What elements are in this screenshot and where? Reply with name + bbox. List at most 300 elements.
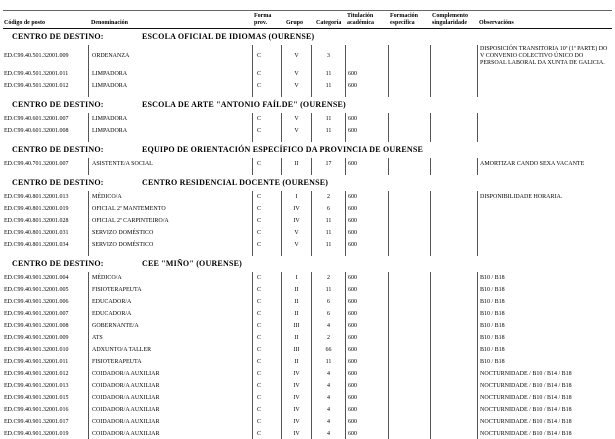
cell-formacion	[388, 113, 430, 125]
table-row	[0, 320, 615, 332]
cell-denominacion: COIDADOR/A AUXILIAR	[88, 392, 252, 404]
col-header-formacion-especifica	[388, 13, 430, 27]
cell-grupo: II	[281, 296, 311, 308]
cell-codigo-de-posto: ED.C99.40.901.32001.004	[4, 274, 69, 281]
cell-categoria: 11	[311, 284, 345, 296]
cell-titulacion: 600	[345, 344, 388, 356]
cell-denominacion: LIMPADORA	[88, 68, 252, 80]
cell-complemento	[430, 191, 477, 203]
cell-denominacion: EDUCADOR/A	[88, 296, 252, 308]
cell-observacions: B10 / B18	[477, 284, 615, 296]
cell-forma-prov: C	[252, 158, 281, 170]
cell-forma-prov: C	[252, 227, 281, 239]
centro-de-destino-name: ESCOLA OFICIAL DE IDIOMAS (OURENSE)	[142, 32, 315, 41]
cell-complemento	[430, 284, 477, 296]
cell-complemento	[430, 215, 477, 227]
cell-codigo-de-posto: ED.C99.40.901.32001.019	[4, 430, 69, 437]
cell-formacion	[388, 45, 430, 68]
cell-observacions	[477, 125, 615, 137]
col-header-label-line2: prov.	[254, 20, 268, 26]
cell-categoria: 11	[311, 239, 345, 251]
table-row	[0, 92, 615, 97]
cell-codigo-de-posto	[0, 92, 88, 97]
cell-titulacion: 600	[345, 239, 388, 251]
cell-grupo: II	[281, 158, 311, 170]
cell-formacion	[388, 380, 430, 392]
cell-codigo-de-posto	[0, 170, 88, 175]
cell-observacions: B10 / B18	[477, 356, 615, 368]
cell-formacion	[388, 203, 430, 215]
cell-denominacion	[88, 251, 252, 256]
cell-categoria	[311, 170, 345, 175]
cell-denominacion: COIDADOR/A AUXILIAR	[88, 380, 252, 392]
cell-forma-prov: C	[252, 191, 281, 203]
cell-titulacion: 600	[345, 125, 388, 137]
cell-categoria: 11	[311, 80, 345, 92]
cell-formacion	[388, 68, 430, 80]
centro-de-destino-label: CENTRO DE DESTINO:	[12, 145, 104, 154]
cell-formacion	[388, 428, 430, 439]
cell-grupo: IV	[281, 215, 311, 227]
cell-formacion	[388, 332, 430, 344]
cell-categoria: 11	[311, 113, 345, 125]
cell-titulacion: 600	[345, 158, 388, 170]
cell-codigo-de-posto: ED.C99.40.901.32001.007	[4, 310, 69, 317]
col-header-titulacion-academica	[345, 13, 388, 27]
cell-observacions	[477, 68, 615, 80]
col-header-label: Grupo	[286, 20, 304, 26]
table-row	[0, 416, 615, 428]
cell-observacions	[477, 251, 615, 256]
cell-categoria: 4	[311, 320, 345, 332]
cell-categoria: 4	[311, 404, 345, 416]
section-rows	[0, 158, 615, 175]
cell-formacion	[388, 92, 430, 97]
centro-de-destino-label: CENTRO DE DESTINO:	[12, 178, 104, 187]
col-header-denominacion	[88, 13, 252, 27]
cell-forma-prov: C	[252, 320, 281, 332]
cell-observacions: DISPONIBILIDADE HORARIA.	[477, 191, 615, 203]
cell-grupo: II	[281, 356, 311, 368]
cell-denominacion	[88, 170, 252, 175]
centro-destino-section	[0, 100, 615, 142]
cell-formacion	[388, 308, 430, 320]
table-header-row	[0, 11, 615, 28]
cell-categoria: 4	[311, 416, 345, 428]
cell-complemento	[430, 251, 477, 256]
cell-forma-prov: C	[252, 296, 281, 308]
cell-formacion	[388, 284, 430, 296]
cell-forma-prov: C	[252, 125, 281, 137]
col-header-label-line1: Formación	[390, 13, 418, 19]
cell-observacions: B10 / B18	[477, 308, 615, 320]
cell-codigo-de-posto: ED.C99.40.901.32001.013	[4, 382, 69, 389]
cell-categoria: 4	[311, 380, 345, 392]
table-row	[0, 251, 615, 256]
cell-titulacion: 600	[345, 191, 388, 203]
cell-categoria: 4	[311, 368, 345, 380]
cell-codigo-de-posto: ED.C99.40.901.32001.006	[4, 298, 69, 305]
cell-codigo-de-posto: ED.C99.40.901.32001.015	[4, 394, 69, 401]
cell-observacions: B10 / B18	[477, 272, 615, 284]
cell-complemento	[430, 308, 477, 320]
col-header-complemento-singularidade	[430, 13, 477, 27]
cell-formacion	[388, 404, 430, 416]
cell-observacions: NOCTURNIDADE / B10 / B14 / B18	[477, 392, 615, 404]
cell-observacions: NOCTURNIDADE / B10 / B14 / B18	[477, 428, 615, 439]
cell-observacions: NOCTURNIDADE / B10 / B14 / B18	[477, 368, 615, 380]
cell-titulacion: 600	[345, 227, 388, 239]
cell-denominacion: MÉDICO/A	[88, 272, 252, 284]
cell-categoria: 66	[311, 344, 345, 356]
cell-grupo: II	[281, 284, 311, 296]
cell-complemento	[430, 296, 477, 308]
col-header-label-line2: singularidade	[432, 20, 468, 26]
cell-complemento	[430, 428, 477, 439]
cell-observacions	[477, 92, 615, 97]
cell-forma-prov: C	[252, 344, 281, 356]
cell-forma-prov: C	[252, 80, 281, 92]
centro-de-destino-name: EQUIPO DE ORIENTACIÓN ESPECÍFICO DA PROVINCIA DE OURENSE	[142, 145, 424, 154]
cell-observacions: NOCTURNIDADE / B10 / B14 / B18	[477, 380, 615, 392]
cell-forma-prov: C	[252, 113, 281, 125]
cell-titulacion	[345, 170, 388, 175]
cell-denominacion: MÉDICO/A	[88, 191, 252, 203]
cell-formacion	[388, 191, 430, 203]
cell-forma-prov: C	[252, 428, 281, 439]
cell-forma-prov	[252, 137, 281, 142]
cell-observacions: NOCTURNIDADE / B10 / B14 / B18	[477, 404, 615, 416]
cell-grupo: V	[281, 45, 311, 68]
cell-denominacion: SERVIZO DOMÉSTICO	[88, 227, 252, 239]
cell-grupo	[281, 170, 311, 175]
cell-titulacion: 600	[345, 320, 388, 332]
cell-forma-prov	[252, 170, 281, 175]
cell-formacion	[388, 170, 430, 175]
cell-codigo-de-posto: ED.C99.40.901.32001.008	[4, 322, 69, 329]
table-row	[0, 380, 615, 392]
cell-grupo	[281, 92, 311, 97]
cell-observacions	[477, 80, 615, 92]
section-rows	[0, 45, 615, 97]
cell-codigo-de-posto: ED.C99.40.901.32001.012	[4, 370, 69, 377]
cell-codigo-de-posto: ED.C99.40.701.32001.007	[4, 160, 69, 167]
cell-complemento	[430, 416, 477, 428]
cell-denominacion: OFICIAL 2ª CARPINTEIRO/A	[88, 215, 252, 227]
centro-destino-section	[0, 178, 615, 256]
cell-formacion	[388, 158, 430, 170]
cell-forma-prov: C	[252, 368, 281, 380]
cell-forma-prov: C	[252, 284, 281, 296]
cell-denominacion: FISIOTERAPEUTA	[88, 284, 252, 296]
cell-grupo: IV	[281, 203, 311, 215]
cell-categoria	[311, 251, 345, 256]
cell-grupo: IV	[281, 380, 311, 392]
cell-codigo-de-posto	[0, 137, 88, 142]
table-row	[0, 308, 615, 320]
cell-complemento	[430, 170, 477, 175]
col-header-label-line2: académica	[347, 20, 374, 26]
cell-grupo: IV	[281, 428, 311, 439]
cell-complemento	[430, 320, 477, 332]
cell-titulacion: 600	[345, 296, 388, 308]
col-header-label: Categoría	[316, 20, 342, 26]
cell-denominacion: ATS	[88, 332, 252, 344]
cell-titulacion: 600	[345, 80, 388, 92]
cell-denominacion: COIDADOR/A AUXILIAR	[88, 416, 252, 428]
cell-complemento	[430, 45, 477, 68]
table-row	[0, 137, 615, 142]
cell-titulacion: 600	[345, 356, 388, 368]
section-rows	[0, 272, 615, 439]
col-header-observacions	[477, 13, 615, 27]
cell-denominacion: ADXUNTO/A TALLER	[88, 344, 252, 356]
cell-complemento	[430, 137, 477, 142]
table-row	[0, 80, 615, 92]
cell-grupo	[281, 137, 311, 142]
cell-titulacion	[345, 251, 388, 256]
cell-observacions	[477, 227, 615, 239]
cell-forma-prov: C	[252, 68, 281, 80]
centro-de-destino-label: CENTRO DE DESTINO:	[12, 259, 104, 268]
cell-observacions	[477, 239, 615, 251]
section-rows	[0, 191, 615, 256]
cell-complemento	[430, 380, 477, 392]
cell-observacions: B10 / B18	[477, 344, 615, 356]
cell-grupo: II	[281, 332, 311, 344]
cell-denominacion: EDUCADOR/A	[88, 308, 252, 320]
cell-denominacion: LIMPADORA	[88, 80, 252, 92]
table-row	[0, 68, 615, 80]
cell-codigo-de-posto: ED.C99.40.901.32001.010	[4, 346, 69, 353]
cell-categoria: 6	[311, 296, 345, 308]
cell-categoria: 6	[311, 308, 345, 320]
cell-denominacion: ASISTENTE/A SOCIAL	[88, 158, 252, 170]
cell-forma-prov: C	[252, 215, 281, 227]
cell-titulacion: 600	[345, 404, 388, 416]
cell-categoria: 11	[311, 356, 345, 368]
centro-de-destino-name: ESCOLA DE ARTE "ANTONIO FAÍLDE" (OURENSE)	[142, 100, 346, 109]
cell-grupo: II	[281, 308, 311, 320]
cell-categoria: 11	[311, 68, 345, 80]
cell-complemento	[430, 239, 477, 251]
cell-titulacion: 600	[345, 380, 388, 392]
table-row	[0, 113, 615, 125]
cell-denominacion: LIMPADORA	[88, 113, 252, 125]
cell-codigo-de-posto: ED.C99.40.901.32001.017	[4, 418, 69, 425]
cell-complemento	[430, 404, 477, 416]
cell-codigo-de-posto: ED.C99.40.801.32001.034	[4, 241, 69, 248]
table-row	[0, 332, 615, 344]
cell-titulacion	[345, 137, 388, 142]
cell-formacion	[388, 356, 430, 368]
cell-codigo-de-posto: ED.C99.40.901.32001.009	[4, 334, 69, 341]
cell-categoria: 6	[311, 203, 345, 215]
cell-categoria: 2	[311, 272, 345, 284]
section-header	[0, 178, 615, 189]
table-row	[0, 344, 615, 356]
cell-complemento	[430, 332, 477, 344]
cell-denominacion: OFICIAL 2ª MANTEMENTO	[88, 203, 252, 215]
table-row	[0, 404, 615, 416]
table-row	[0, 272, 615, 284]
table-row	[0, 368, 615, 380]
col-header-codigo-de-posto	[0, 13, 88, 27]
cell-formacion	[388, 239, 430, 251]
col-header-categoria	[311, 13, 345, 27]
cell-formacion	[388, 137, 430, 142]
cell-categoria: 11	[311, 125, 345, 137]
cell-titulacion: 600	[345, 68, 388, 80]
centro-de-destino-label: CENTRO DE DESTINO:	[12, 32, 104, 41]
cell-titulacion: 600	[345, 308, 388, 320]
cell-formacion	[388, 296, 430, 308]
cell-complemento	[430, 68, 477, 80]
cell-titulacion: 600	[345, 215, 388, 227]
cell-formacion	[388, 344, 430, 356]
cell-complemento	[430, 113, 477, 125]
cell-denominacion: SERVIZO DOMÉSTICO	[88, 239, 252, 251]
cell-categoria: 17	[311, 158, 345, 170]
cell-denominacion: COIDADOR/A AUXILIAR	[88, 428, 252, 439]
cell-forma-prov	[252, 92, 281, 97]
cell-complemento	[430, 368, 477, 380]
cell-formacion	[388, 227, 430, 239]
cell-categoria: 4	[311, 392, 345, 404]
centro-destino-section	[0, 32, 615, 97]
section-header	[0, 145, 615, 156]
cell-denominacion: COIDADOR/A AUXILIAR	[88, 368, 252, 380]
section-rows	[0, 113, 615, 142]
cell-grupo: V	[281, 125, 311, 137]
cell-denominacion: COIDADOR/A AUXILIAR	[88, 404, 252, 416]
col-header-label-line2: específica	[390, 20, 415, 26]
cell-grupo: V	[281, 227, 311, 239]
cell-forma-prov: C	[252, 404, 281, 416]
cell-formacion	[388, 125, 430, 137]
cell-formacion	[388, 80, 430, 92]
cell-forma-prov: C	[252, 239, 281, 251]
cell-categoria: 2	[311, 332, 345, 344]
table-row	[0, 191, 615, 203]
cell-forma-prov: C	[252, 203, 281, 215]
cell-grupo: I	[281, 191, 311, 203]
cell-codigo-de-posto: ED.C99.40.801.32001.019	[4, 205, 69, 212]
cell-grupo: III	[281, 344, 311, 356]
cell-complemento	[430, 272, 477, 284]
section-header	[0, 32, 615, 43]
cell-observacions	[477, 170, 615, 175]
centro-de-destino-label: CENTRO DE DESTINO:	[12, 100, 104, 109]
cell-grupo: IV	[281, 392, 311, 404]
cell-codigo-de-posto: ED.C99.40.501.32001.011	[4, 70, 69, 77]
cell-grupo: III	[281, 320, 311, 332]
cell-titulacion: 600	[345, 203, 388, 215]
cell-codigo-de-posto: ED.C99.40.501.32001.009	[4, 53, 69, 59]
table-row	[0, 428, 615, 439]
cell-forma-prov: C	[252, 356, 281, 368]
cell-codigo-de-posto: ED.C99.40.801.32001.031	[4, 229, 69, 236]
col-header-label-line1: Forma	[254, 13, 272, 19]
cell-observacions	[477, 203, 615, 215]
cell-forma-prov	[252, 251, 281, 256]
cell-complemento	[430, 80, 477, 92]
table-row	[0, 170, 615, 175]
cell-categoria	[311, 92, 345, 97]
table-row	[0, 203, 615, 215]
col-header-label: Observacións	[479, 20, 514, 26]
cell-forma-prov: C	[252, 416, 281, 428]
cell-observacions	[477, 215, 615, 227]
cell-observacions	[477, 137, 615, 142]
cell-grupo: V	[281, 80, 311, 92]
cell-complemento	[430, 92, 477, 97]
cell-categoria: 2	[311, 191, 345, 203]
table-row	[0, 227, 615, 239]
cell-denominacion	[88, 92, 252, 97]
cell-grupo: V	[281, 239, 311, 251]
cell-grupo: V	[281, 113, 311, 125]
cell-categoria: 11	[311, 227, 345, 239]
cell-codigo-de-posto: ED.C99.40.501.32001.012	[4, 82, 69, 89]
cell-formacion	[388, 368, 430, 380]
cell-grupo: IV	[281, 404, 311, 416]
cell-titulacion: 600	[345, 113, 388, 125]
cell-denominacion	[88, 137, 252, 142]
cell-formacion	[388, 272, 430, 284]
cell-observacions: B10 / B18	[477, 332, 615, 344]
cell-complemento	[430, 158, 477, 170]
col-header-grupo	[281, 13, 311, 27]
col-header-label-line1: Complemento	[432, 13, 468, 19]
cell-grupo	[281, 251, 311, 256]
cell-complemento	[430, 125, 477, 137]
cell-forma-prov: C	[252, 380, 281, 392]
cell-codigo-de-posto: ED.C99.40.801.32001.028	[4, 217, 69, 224]
section-header	[0, 259, 615, 270]
cell-formacion	[388, 320, 430, 332]
cell-grupo: IV	[281, 368, 311, 380]
cell-titulacion: 600	[345, 332, 388, 344]
cell-codigo-de-posto: ED.C99.40.801.32001.013	[4, 193, 69, 200]
cell-formacion	[388, 416, 430, 428]
cell-titulacion: 600	[345, 392, 388, 404]
table-row	[0, 296, 615, 308]
cell-codigo-de-posto: ED.C99.40.901.32001.016	[4, 406, 69, 413]
table-row	[0, 239, 615, 251]
cell-codigo-de-posto	[0, 251, 88, 256]
cell-forma-prov: C	[252, 332, 281, 344]
cell-categoria	[311, 137, 345, 142]
cell-observacions: NOCTURNIDADE / B10 / B14 / B18	[477, 416, 615, 428]
cell-complemento	[430, 356, 477, 368]
cell-categoria: 11	[311, 215, 345, 227]
cell-categoria: 4	[311, 428, 345, 439]
centro-destino-section	[0, 145, 615, 175]
cell-titulacion	[345, 92, 388, 97]
cell-forma-prov: C	[252, 272, 281, 284]
table-row	[0, 45, 615, 68]
cell-complemento	[430, 227, 477, 239]
cell-denominacion: ORDENANZA	[88, 45, 252, 68]
cell-observacions: AMORTIZAR CANDO SEXA VACANTE	[477, 158, 615, 170]
header-rule	[3, 28, 612, 29]
sections-container	[0, 32, 615, 439]
cell-codigo-de-posto: ED.C99.40.901.32001.005	[4, 286, 69, 293]
section-header	[0, 100, 615, 111]
table-row	[0, 158, 615, 170]
centro-de-destino-name: CEE "MIÑO" (OURENSE)	[142, 259, 242, 268]
